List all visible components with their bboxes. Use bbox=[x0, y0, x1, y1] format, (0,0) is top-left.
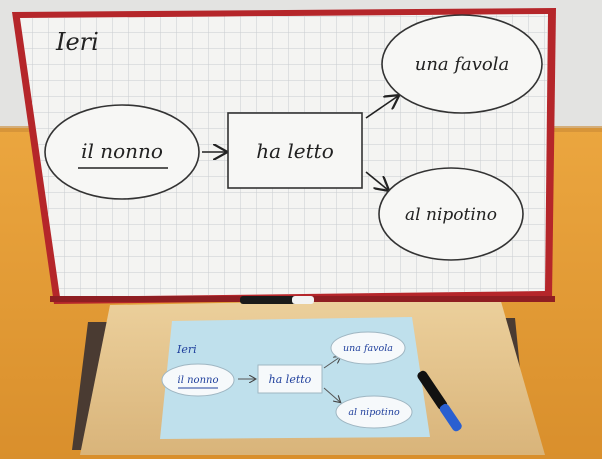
paper-subject-text: il nonno bbox=[177, 375, 219, 386]
board-marker-icon bbox=[240, 296, 314, 304]
board-verb-text: ha letto bbox=[256, 139, 334, 163]
paper-verb-text: ha letto bbox=[268, 373, 312, 386]
board-subject-text: il nonno bbox=[81, 139, 163, 163]
board-object-text: una favola bbox=[414, 54, 510, 75]
board-heading: Ieri bbox=[56, 28, 99, 56]
board-indirect-text: al nipotino bbox=[405, 205, 497, 225]
paper-object-text: una favola bbox=[343, 343, 393, 354]
paper-heading: Ieri bbox=[177, 343, 197, 356]
paper-indirect-text: al nipotino bbox=[348, 407, 400, 418]
